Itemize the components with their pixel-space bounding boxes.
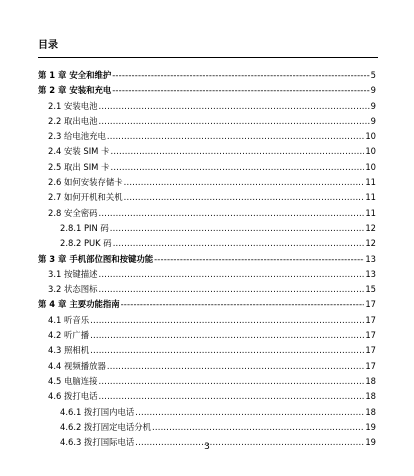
toc-section-entry [38, 129, 376, 144]
toc-entry-page-number: 12 [365, 238, 376, 249]
toc-entry-label: 2.2 取出电池 [48, 115, 98, 126]
toc-entry-label: 第 2 章 安装和充电 [38, 85, 112, 96]
toc-leader-dots [98, 282, 364, 297]
toc-subsection-entry [38, 420, 376, 435]
toc-leader-dots [154, 252, 364, 267]
toc-entry-page-number: 11 [365, 177, 376, 188]
toc-section-entry [38, 282, 376, 297]
toc-leader-dots [90, 343, 364, 358]
toc-entry-page-number: 17 [365, 345, 376, 356]
toc-entry-page-number: 13 [365, 253, 376, 264]
toc-section-entry [38, 328, 376, 343]
title-divider [38, 57, 378, 58]
toc-section-entry [38, 343, 376, 358]
toc-leader-dots [135, 405, 364, 420]
toc-entry-label: 4.2 听广播 [48, 330, 90, 341]
toc-entry-label: 4.1 听音乐 [48, 314, 90, 325]
toc-leader-dots [152, 420, 364, 435]
toc-entry-page-number: 10 [365, 161, 376, 172]
toc-entry-label: 2.6 如何安装存储卡 [48, 177, 123, 188]
toc-entry-page-number: 12 [365, 222, 376, 233]
toc-title: 目录 [38, 40, 58, 51]
toc-entry-label: 4.4 视频播放器 [48, 360, 106, 371]
toc-leader-dots [107, 359, 364, 374]
toc-leader-dots [110, 144, 364, 159]
toc-subsection-entry [38, 236, 376, 251]
toc-entry-label: 2.5 取出 SIM 卡 [48, 161, 110, 172]
toc-entry-label: 4.6.2 拨打固定电话分机 [60, 421, 151, 432]
toc-section-entry [38, 267, 376, 282]
toc-entry-label: 2.8.1 PIN 码 [60, 222, 109, 233]
toc-entry-label: 2.7 如何开机和关机 [48, 192, 123, 203]
toc-entry-page-number: 18 [365, 406, 376, 417]
toc-leader-dots [121, 297, 365, 312]
toc-entry-page-number: 9 [370, 115, 376, 126]
toc-entry-page-number: 10 [365, 146, 376, 157]
toc-entry-page-number: 17 [365, 330, 376, 341]
toc-entry-label: 3.2 状态图标 [48, 284, 98, 295]
toc-leader-dots [110, 160, 364, 175]
toc-leader-dots [90, 313, 364, 328]
toc-entry-page-number: 11 [365, 192, 376, 203]
toc-entry-page-number: 18 [365, 391, 376, 402]
toc-leader-dots [98, 389, 364, 404]
toc-entry-page-number: 10 [365, 131, 376, 142]
toc-entry-page-number: 15 [365, 284, 376, 295]
toc-entry-label: 第 1 章 安全和维护 [38, 70, 112, 80]
toc-leader-dots [112, 68, 369, 83]
toc-leader-dots [98, 267, 364, 282]
toc-entry-label: 3.1 按键描述 [48, 268, 98, 279]
toc-leader-dots [98, 99, 369, 114]
toc-leader-dots [112, 83, 369, 98]
toc-entry-page-number: 5 [370, 70, 376, 80]
toc-entry-label: 4.6.1 拨打国内电话 [60, 406, 135, 417]
toc-subsection-entry [38, 221, 376, 236]
toc-section-entry [38, 160, 376, 175]
toc-leader-dots [98, 206, 364, 221]
toc-section-entry [38, 144, 376, 159]
toc-section-entry [38, 359, 376, 374]
toc-entry-label: 2.4 安装 SIM 卡 [48, 146, 110, 157]
toc-entry-label: 4.3 照相机 [48, 345, 90, 356]
toc-entry-page-number: 18 [365, 375, 376, 386]
toc-list [38, 68, 376, 450]
toc-leader-dots [113, 236, 365, 251]
toc-section-entry [38, 313, 376, 328]
toc-section-entry [38, 114, 376, 129]
toc-leader-dots [124, 175, 365, 190]
toc-chapter-entry [38, 297, 376, 312]
toc-entry-page-number: 19 [365, 421, 376, 432]
toc-entry-label: 4.6 拨打电话 [48, 391, 98, 402]
toc-leader-dots [90, 328, 364, 343]
toc-entry-label: 4.5 电脑连接 [48, 375, 98, 386]
toc-leader-dots [110, 221, 365, 236]
toc-entry-label: 第 3 章 手机部位图和按键功能 [38, 253, 154, 264]
toc-entry-page-number: 19 [365, 437, 376, 448]
toc-leader-dots [107, 129, 364, 144]
toc-entry-page-number: 13 [365, 268, 376, 279]
toc-entry-page-number: 11 [365, 207, 376, 218]
page-number: 3 [204, 442, 210, 452]
toc-entry-page-number: 17 [365, 314, 376, 325]
toc-entry-page-number: 17 [365, 360, 376, 371]
toc-section-entry [38, 206, 376, 221]
toc-section-entry [38, 389, 376, 404]
toc-entry-label: 4.6.3 拨打国际电话 [60, 437, 135, 448]
toc-section-entry [38, 190, 376, 205]
toc-leader-dots [98, 374, 364, 389]
toc-section-entry [38, 175, 376, 190]
toc-chapter-entry [38, 252, 376, 267]
toc-entry-page-number: 9 [370, 85, 376, 96]
toc-entry-page-number: 17 [365, 299, 376, 310]
toc-section-entry [38, 374, 376, 389]
toc-chapter-entry [38, 83, 376, 98]
toc-entry-page-number: 9 [370, 100, 376, 111]
toc-entry-label: 第 4 章 主要功能指南 [38, 299, 120, 310]
toc-section-entry [38, 99, 376, 114]
toc-chapter-entry [38, 68, 376, 83]
toc-entry-label: 2.8.2 PUK 码 [60, 238, 112, 249]
toc-entry-label: 2.1 安装电池 [48, 100, 98, 111]
toc-leader-dots [98, 114, 369, 129]
toc-entry-label: 2.3 给电池充电 [48, 131, 106, 142]
toc-entry-label: 2.8 安全密码 [48, 207, 98, 218]
toc-leader-dots [124, 190, 365, 205]
toc-subsection-entry [38, 405, 376, 420]
